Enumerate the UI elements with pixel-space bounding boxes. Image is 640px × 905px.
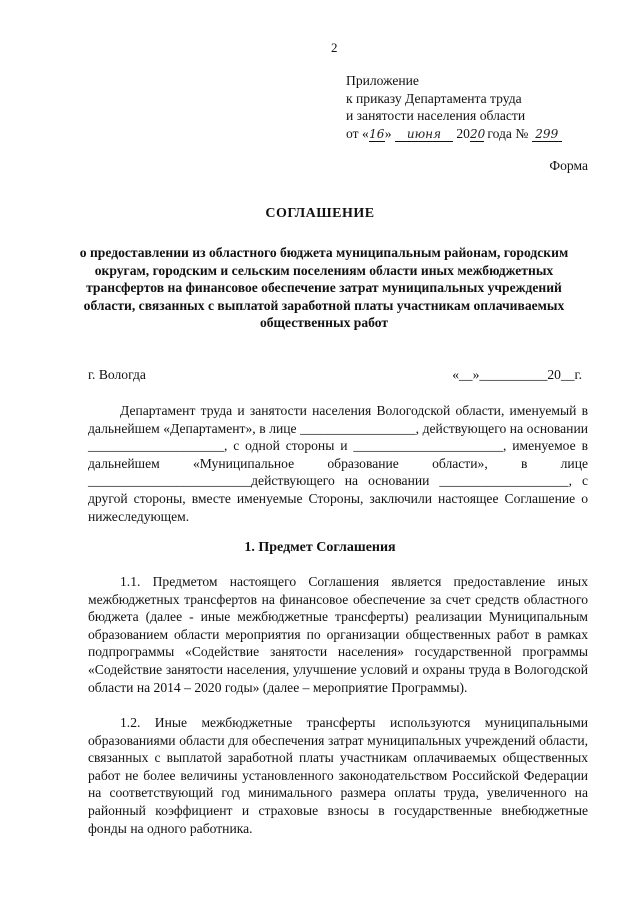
date-blank: «__»__________20__г. (452, 367, 582, 382)
preamble-paragraph: Департамент труда и занятости населения Вологодской области, именуемый в дальнейшем «Департамент», в лице _________________, действующего на основании ____________________, с одной стороны и ______________________, именуемое в дальнейшем «Муниципальное образование области», в лице ________________________действующего на основании ___________________, с другой стороны, вместе именуемые Стороны, заключили настоящее Соглашение о нижеследующем. (88, 403, 588, 524)
form-label: Форма (549, 158, 588, 173)
date-separator: » (384, 125, 392, 141)
year-suffix: года № (487, 125, 529, 141)
date-prefix: от « (346, 125, 369, 141)
annex-line-3: и занятости населения области (346, 108, 526, 124)
handwritten-day: 16 (369, 126, 385, 141)
section-1-title: 1. Предмет Соглашения (244, 540, 396, 555)
page-number: 2 (331, 40, 338, 55)
handwritten-number: 299 (532, 128, 562, 142)
paragraph-1-2: 1.2. Иные межбюджетные трансферты используются муниципальными образованиями области для обеспечения затрат муниципальных учреждений области, связанных с выплатой заработной платы участникам оплачиваемых общественных работ не более величины установленного законодательством Российской Федерации на соответствующий год минимального размера оплаты труда, увеличенного на районный коэффициент и страховые взносы в государственные внебюджетные фонды на одного работника. (88, 715, 588, 836)
paragraph-1-1: 1.1. Предметом настоящего Соглашения является предоставление иных межбюджетных трансфертов на финансовое обеспечение за счет средств областного бюджета (далее - иные межбюджетные трансферты) реализации Муниципальным образованием области мероприятия по организации общественных работ в рамках подпрограммы «Содействие занятости населения» государственной программы «Содействие занятости населения, улучшение условий и охраны труда в Вологодской области на 2014 – 2020 годы» (далее – мероприятие Программы). (88, 574, 588, 695)
place-of-signing: г. Вологда (88, 367, 146, 382)
annex-date-line (346, 125, 562, 143)
document-title: СОГЛАШЕНИЕ (265, 206, 375, 221)
handwritten-year: 20 (469, 126, 486, 141)
handwritten-month: июня (395, 128, 453, 142)
annex-line-1: Приложение (346, 73, 419, 88)
year-prefix: 20 (456, 125, 470, 141)
annex-block (346, 72, 562, 142)
annex-line-2: к приказу Департамента труда (346, 90, 522, 106)
document-subtitle: о предоставлении из областного бюджета муниципальным районам, городским округам, городским и сельским поселениям области иных межбюджетных трансфертов на финансовое обеспечение затрат муниципальных учреждений области, связанных с выплатой заработной платы участникам оплачиваемых общественных работ (79, 245, 569, 331)
